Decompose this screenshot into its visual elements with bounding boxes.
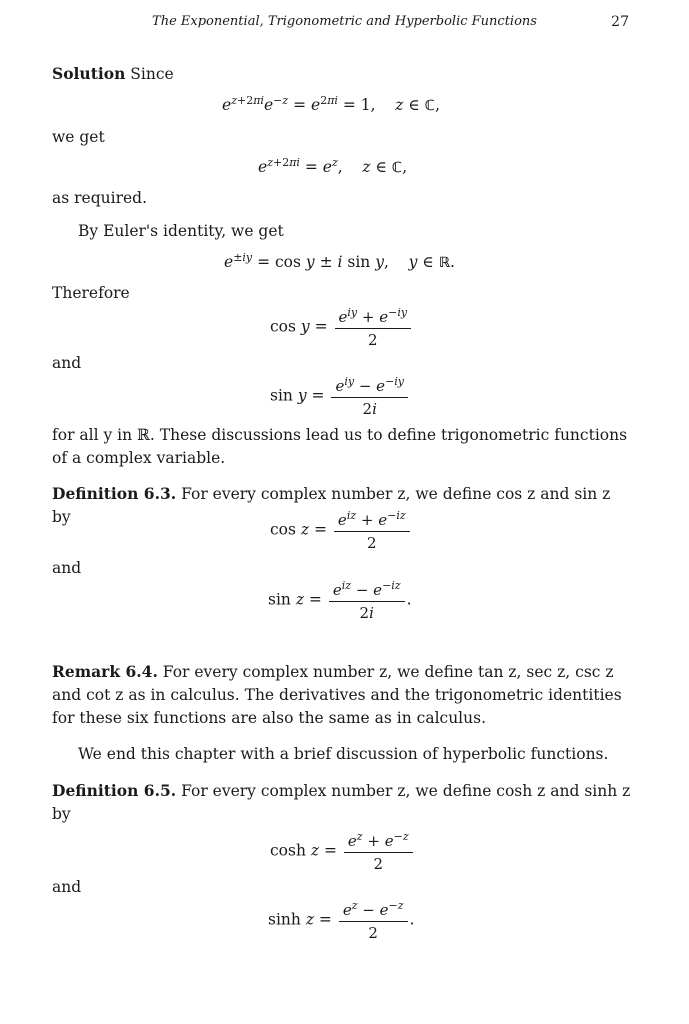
- remark-6-4: [52, 660, 632, 730]
- for-all-paragraph: for all y in ℝ. These discussions lead us to define trigonometric functions of a complex variable.: [52, 426, 628, 467]
- euler-lead: By Euler's identity, we get: [78, 222, 284, 240]
- and-text-2: and: [52, 559, 82, 577]
- definition-6-5-label: Definition 6.5.: [52, 781, 177, 800]
- and-text-1: and: [52, 354, 82, 372]
- chapter-end-text: We end this chapter with a brief discussion of hyperbolic functions.: [78, 745, 609, 763]
- equation-sinh-z: sinh z = $\frac{e^z - e^{-z}}{2}$ .: [268, 899, 415, 942]
- page-number: 27: [611, 14, 629, 30]
- equation-euler: $e^{\pm iy} = \cos y \pm i$ sin y, y ∈ ℝ.: [224, 251, 455, 272]
- we-get-text: we get: [52, 128, 105, 146]
- equation-cos-y: cos y = $\frac{e^{iy} + e^{-iy}}{2}$: [270, 306, 413, 349]
- equation-cosh-z: cosh z = $\frac{e^z + e^{-z}}{2}$: [270, 830, 415, 873]
- definition-6-5-text: For every complex number z, we define cosh z and sinh z by: [52, 782, 631, 823]
- solution-label: Solution: [52, 64, 126, 83]
- remark-6-4-label: Remark 6.4.: [52, 662, 158, 681]
- equation-periodicity: $e^{z+2\pi i}e^{-z} = e^{2\pi i} = 1$, z ∈ ℂ,: [222, 94, 440, 115]
- as-required-text: as required.: [52, 189, 147, 207]
- solution-lead: Since: [130, 65, 174, 83]
- definition-6-3-label: Definition 6.3.: [52, 484, 177, 503]
- and-text-3: and: [52, 878, 82, 896]
- running-header: The Exponential, Trigonometric and Hyperbolic Functions: [152, 14, 537, 29]
- equation-sin-y: sin y = $\frac{e^{iy} - e^{-iy}}{2i}$: [270, 375, 410, 418]
- equation-sin-z: sin z = $\frac{e^{iz} - e^{-iz}}{2i}$ .: [268, 579, 412, 622]
- remark-6-4-text: For every complex number z, we define tan z, sec z, csc z and cot z as in calculus. The derivatives and the trigonometric identities for these six functions are also the same as in calculus.: [52, 663, 622, 727]
- therefore-text: Therefore: [52, 284, 130, 302]
- definition-6-5: [52, 779, 632, 826]
- equation-cos-z: cos z = $\frac{e^{iz} + e^{-iz}}{2}$: [270, 509, 412, 552]
- solution-intro: [52, 62, 632, 86]
- equation-result: $e^{z+2\pi i} = e^z$, z ∈ ℂ,: [258, 156, 408, 177]
- definition-6-3-text: For every complex number z, we define cos z and sin z by: [52, 485, 611, 526]
